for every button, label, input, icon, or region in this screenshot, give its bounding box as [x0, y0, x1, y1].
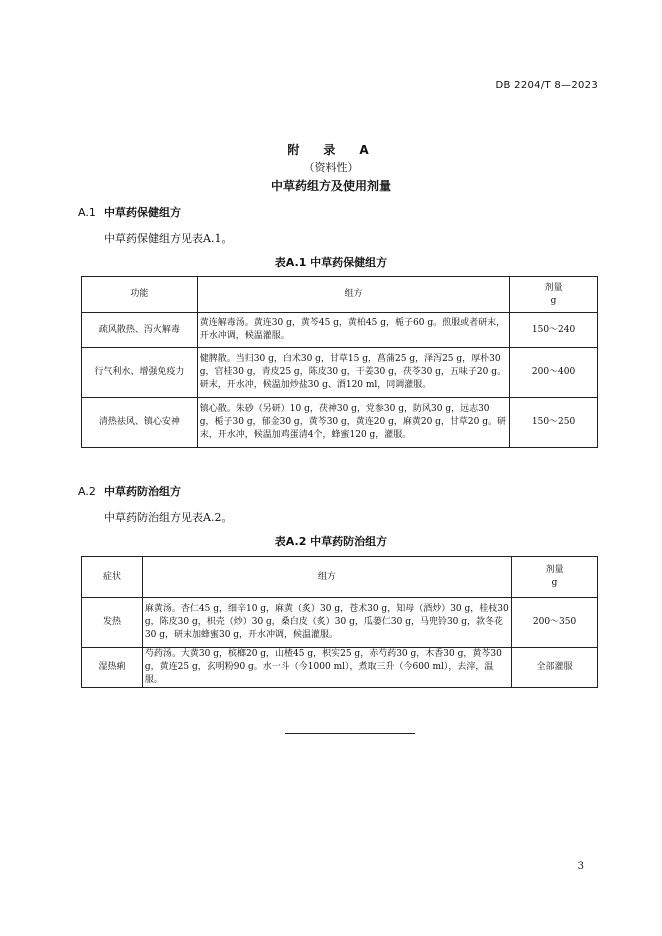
column-header-symptom: 症状 [82, 557, 143, 598]
section-a1-number: A.1 [78, 206, 96, 219]
table-a1 [81, 276, 598, 448]
table-a2-header-row [82, 557, 598, 598]
section-a1-title: 中草药保健组方 [104, 206, 181, 219]
function-cell: 行气利水、增强免疫力 [82, 348, 198, 398]
table-row [82, 598, 598, 648]
dose-cell: 150～240 [510, 313, 598, 348]
column-header-formula: 组方 [142, 557, 511, 598]
section-a2-number: A.2 [78, 485, 96, 498]
function-cell: 清热祛风、镇心安神 [82, 398, 198, 448]
page-number: 3 [577, 861, 584, 872]
dose-cell: 200～350 [512, 598, 598, 648]
table-a2 [81, 556, 598, 688]
section-a2-title: 中草药防治组方 [104, 485, 181, 498]
table-a2-caption: 表A.2 中草药防治组方 [274, 535, 388, 548]
formula-cell: 芍药汤。大黄30 g，槟榔20 g，山楂45 g，枳实25 g，赤芍药30 g，木香30 g，黄芩30 g，黄连25 g，玄明粉90 g。水一斗（今1000 ml），煮取三升（今600 ml），去滓，温服。 [142, 648, 511, 688]
dose-unit: g [550, 295, 557, 306]
dose-label: 剂量 [545, 565, 564, 575]
column-header-dose [510, 277, 598, 313]
formula-cell: 黄连解毒汤。黄连30 g，黄芩45 g，黄柏45 g，栀子60 g。煎服或者研末，开水冲调，候温灌服。 [197, 313, 509, 348]
end-rule-divider [285, 733, 415, 734]
formula-cell: 麻黄汤。杏仁45 g，细辛10 g，麻黄（炙）30 g，苍术30 g，知母（酒炒）30 g，桂枝30 g，陈皮30 g，枳壳（炒）30 g，桑白皮（炙）30 g，瓜蒌仁30 g，马兜铃30 g，款冬花30 g，研末加蜂蜜30 g，开水冲调，候温灌服。 [142, 598, 511, 648]
dose-cell: 200～400 [510, 348, 598, 398]
column-header-dose [512, 557, 598, 598]
section-a2-paragraph: 中草药防治组方见表A.2。 [104, 511, 233, 524]
section-a2-heading [78, 483, 181, 499]
dose-unit: g [551, 578, 558, 588]
table-row [82, 398, 598, 448]
function-cell: 疏风散热、泻火解毒 [82, 313, 198, 348]
table-row [82, 648, 598, 688]
document-number: DB 2204/T 8—2023 [495, 80, 598, 91]
dose-label: 剂量 [544, 282, 563, 293]
symptom-cell: 湿热痢 [82, 648, 143, 688]
dose-cell: 150～250 [510, 398, 598, 448]
appendix-subtitle: （资料性） [303, 161, 359, 174]
formula-cell: 健脾散。当归30 g，白术30 g，甘草15 g，菖蒲25 g，泽泻25 g，厚朴30 g，官桂30 g，青皮25 g，陈皮30 g，干姜30 g，茯苓30 g，五味子20 g。研末，开水冲，候温加炒盐30 g、酒120 ml，同调灌服。 [197, 348, 509, 398]
table-a1-header-row [82, 277, 598, 313]
symptom-cell: 发热 [82, 598, 143, 648]
appendix-heading: 中草药组方及使用剂量 [270, 179, 391, 193]
table-row [82, 313, 598, 348]
dose-cell: 全部灌服 [512, 648, 598, 688]
formula-cell: 镇心散。朱砂（另研）10 g，茯神30 g，党参30 g，防风30 g，远志30 g，栀子30 g，郁金30 g，黄芩30 g，黄连20 g，麻黄20 g，甘草20 g。研末，开水冲，候温加鸡蛋清4个，蜂蜜120 g，灌服。 [197, 398, 509, 448]
appendix-title: 附 录 A [287, 143, 375, 157]
section-a1-paragraph: 中草药保健组方见表A.1。 [104, 232, 233, 245]
column-header-formula: 组方 [197, 277, 509, 313]
table-row [82, 348, 598, 398]
section-a1-heading [78, 204, 181, 220]
table-a1-caption: 表A.1 中草药保健组方 [274, 256, 388, 269]
column-header-function: 功能 [82, 277, 198, 313]
